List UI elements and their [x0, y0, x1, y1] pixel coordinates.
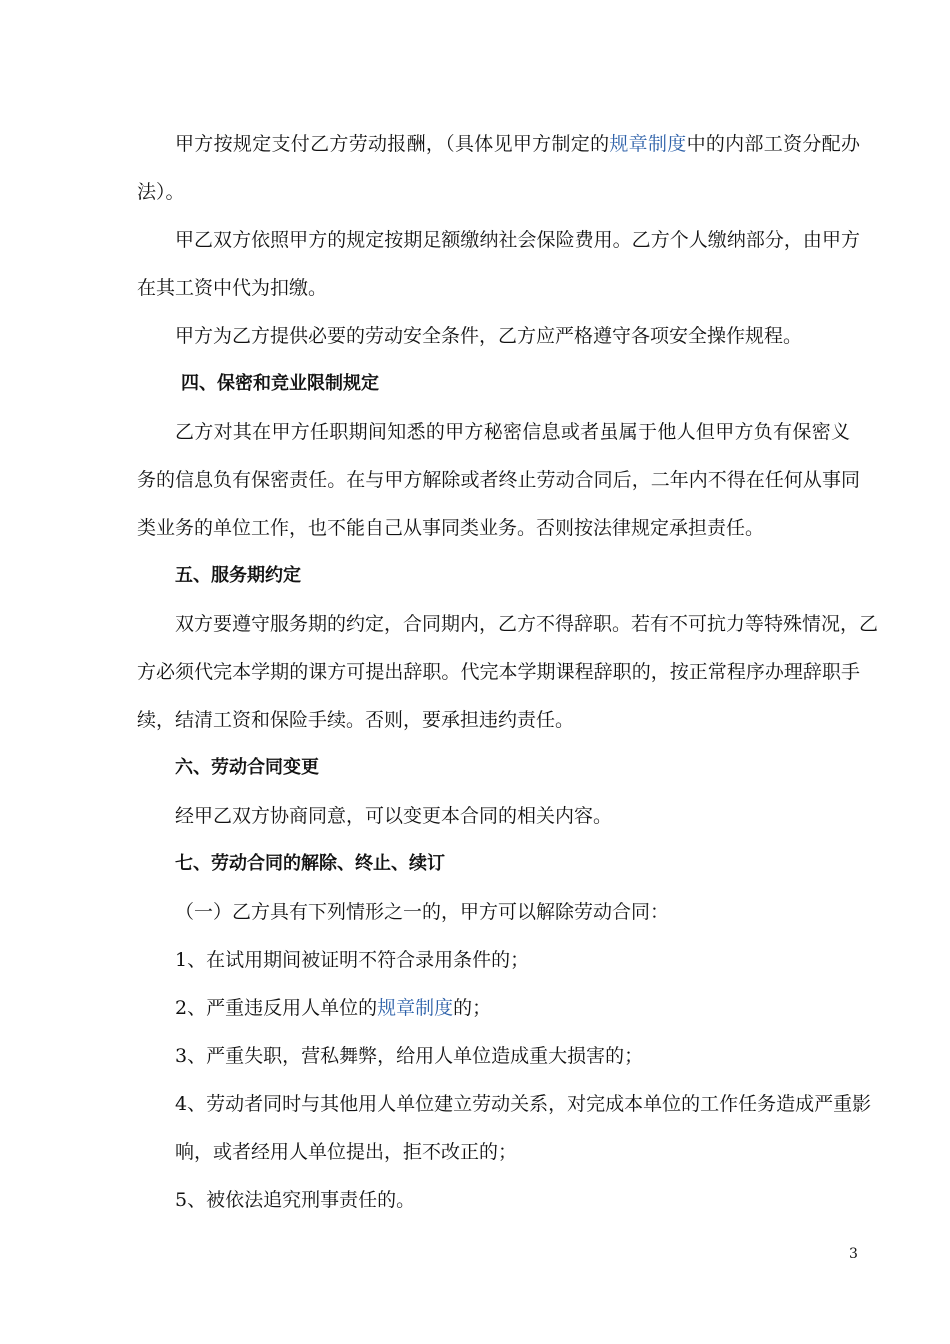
section-heading: 六、劳动合同变更	[175, 757, 319, 778]
paragraph-line: 类业务的单位工作，也不能自己从事同类业务。否则按法律规定承担责任。	[137, 517, 765, 539]
paragraph-line: 甲乙双方依照甲方的规定按期足额缴纳社会保险费用。乙方个人缴纳部分，由甲方	[175, 229, 860, 251]
text: 甲方按规定支付乙方劳动报酬，（具体见甲方制定的	[175, 133, 610, 155]
list-item: 1、在试用期间被证明不符合录用条件的；	[175, 949, 530, 971]
list-item-continued: 响，或者经用人单位提出，拒不改正的；	[175, 1141, 518, 1163]
paragraph-line: 务的信息负有保密责任。在与甲方解除或者终止劳动合同后，二年内不得在任何从事同	[137, 469, 860, 491]
paragraph-line: 续，结清工资和保险手续。否则，要承担违约责任。	[137, 709, 575, 731]
link-rules[interactable]: 规章制度	[609, 133, 687, 155]
text: 2、严重违反用人单位的	[175, 997, 378, 1019]
text: 的；	[453, 997, 492, 1019]
list-item: 4、劳动者同时与其他用人单位建立劳动关系，对完成本单位的工作任务造成严重影	[175, 1093, 872, 1115]
section-heading: 四、保密和竞业限制规定	[181, 373, 379, 394]
page-number: 3	[849, 1246, 858, 1262]
section-heading: 七、劳动合同的解除、终止、续订	[175, 853, 445, 874]
list-item: 5、被依法追究刑事责任的。	[175, 1189, 416, 1211]
paragraph-line: 法）。	[137, 181, 185, 203]
paragraph-line: 方必须代完本学期的课方可提出辞职。代完本学期课程辞职的，按正常程序办理辞职手	[137, 661, 860, 683]
paragraph-line: 双方要遵守服务期的约定，合同期内，乙方不得辞职。若有不可抗力等特殊情况，乙	[175, 613, 879, 635]
list-item	[175, 984, 491, 1032]
link-rules[interactable]: 规章制度	[377, 997, 454, 1019]
list-item: 3、严重失职，营私舞弊，给用人单位造成重大损害的；	[175, 1045, 644, 1067]
paragraph-line: 甲方为乙方提供必要的劳动安全条件，乙方应严格遵守各项安全操作规程。	[175, 325, 803, 347]
paragraph-line: （一）乙方具有下列情形之一的，甲方可以解除劳动合同：	[175, 901, 670, 923]
paragraph-line	[175, 120, 860, 168]
section-heading: 五、服务期约定	[175, 565, 301, 586]
text: 中的内部工资分配办	[686, 133, 860, 155]
paragraph-line: 在其工资中代为扣缴。	[137, 277, 328, 299]
paragraph-line: 乙方对其在甲方任职期间知悉的甲方秘密信息或者虽属于他人但甲方负有保密义	[175, 421, 850, 443]
paragraph-line: 经甲乙双方协商同意，可以变更本合同的相关内容。	[175, 805, 613, 827]
